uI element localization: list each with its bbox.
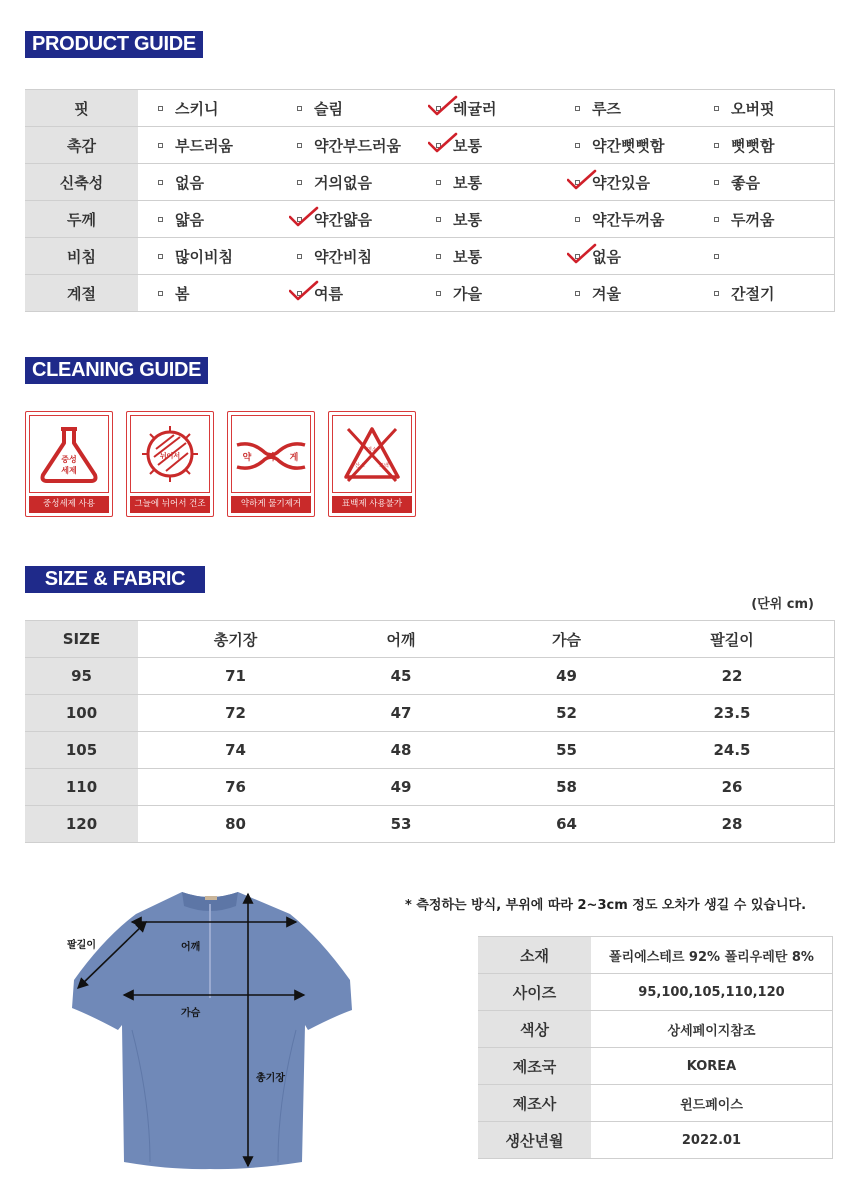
size-value-cell: 24.5 [713, 741, 751, 759]
guide-row-label: 두께 [25, 201, 138, 237]
guide-option-label: 슬림 [314, 99, 343, 118]
guide-row [25, 201, 835, 238]
checkbox-icon [158, 254, 163, 259]
fabric-info-key: 생산년월 [478, 1122, 591, 1158]
fabric-info-table [478, 936, 833, 1159]
guide-option-label: 약간비침 [314, 247, 372, 266]
guide-option-label: 약간있음 [592, 173, 650, 192]
fabric-info-value: 폴리에스테르 92% 폴리우레탄 8% [591, 937, 833, 973]
checkbox-icon [575, 106, 580, 111]
guide-option-label: 부드러움 [175, 136, 233, 155]
size-value-cell: 72 [225, 704, 246, 722]
fabric-info-key: 제조국 [478, 1048, 591, 1084]
fabric-info-row [478, 1011, 833, 1048]
checkbox-icon [297, 106, 302, 111]
checkbox-icon [158, 106, 163, 111]
gentle-wring-text-1: 약 [242, 453, 252, 463]
fabric-info-row [478, 937, 833, 974]
guide-option [555, 127, 694, 163]
size-header-cell: SIZE [25, 621, 138, 657]
guide-option [277, 164, 416, 200]
size-value-cell: 49 [556, 667, 577, 685]
guide-option [138, 164, 277, 200]
care-caption: 표백제 사용불가 [332, 496, 412, 513]
checkbox-icon [297, 254, 302, 259]
guide-option [416, 127, 555, 163]
guide-option-label: 약간두꺼움 [592, 210, 665, 229]
care-caption: 약하게 물기제거 [231, 496, 311, 513]
size-value-cell: 58 [556, 778, 577, 796]
checkbox-icon [714, 180, 719, 185]
guide-option-label: 보통 [453, 173, 482, 192]
label-sleeve: 팔길이 [67, 940, 96, 951]
guide-option [555, 238, 694, 274]
checkbox-icon [436, 291, 441, 296]
neutral-detergent-text-1: 중성 [61, 455, 77, 464]
no-bleach-text-3: 표백 [379, 463, 389, 469]
size-cell: 95 [25, 658, 138, 694]
fabric-info-row [478, 1048, 833, 1085]
gentle-wring-text-2: 하 [266, 453, 276, 463]
guide-option-label: 약간얇음 [314, 210, 372, 229]
fabric-info-key: 제조사 [478, 1085, 591, 1121]
guide-option-label: 루즈 [592, 99, 621, 118]
guide-option [555, 164, 694, 200]
guide-option [555, 201, 694, 237]
size-value-cell: 26 [721, 778, 743, 796]
unit-label: (단위 cm) [751, 597, 814, 612]
gentle-wring-icon [231, 415, 311, 493]
neutral-detergent-text-2: 세제 [61, 466, 77, 475]
size-cell: 120 [25, 806, 138, 842]
size-row [25, 769, 835, 806]
guide-option-label: 스키니 [175, 99, 219, 118]
checkbox-icon [436, 254, 441, 259]
size-header-cell: 팔길이 [710, 630, 754, 649]
guide-option [138, 275, 277, 311]
guide-row-label: 핏 [25, 90, 138, 126]
guide-option-label: 얇음 [175, 210, 204, 229]
checkmark-icon [567, 243, 597, 265]
guide-option [555, 275, 694, 311]
guide-option-label: 없음 [175, 173, 204, 192]
guide-row [25, 164, 835, 201]
guide-option-label: 가을 [453, 284, 482, 303]
size-value-cell: 28 [721, 815, 743, 833]
guide-option [138, 127, 277, 163]
fabric-info-value: 윈드페이스 [591, 1085, 833, 1121]
guide-row-label: 촉감 [25, 127, 138, 163]
guide-option [694, 238, 834, 274]
guide-option-label: 보통 [453, 247, 482, 266]
fabric-info-key: 소재 [478, 937, 591, 973]
shade-dry-icon [130, 415, 210, 493]
checkbox-icon [158, 217, 163, 222]
guide-option-label: 뻣뻣함 [731, 136, 775, 155]
cleaning-guide-title: CLEANING GUIDE [25, 357, 208, 384]
guide-option-label: 여름 [314, 284, 343, 303]
fabric-info-value: 상세페이지참조 [591, 1011, 833, 1047]
checkbox-icon [575, 143, 580, 148]
size-row [25, 658, 835, 695]
care-item-no-bleach [328, 411, 416, 517]
fabric-info-value: 95,100,105,110,120 [591, 974, 833, 1010]
checkbox-icon [575, 291, 580, 296]
guide-option-label: 거의없음 [314, 173, 372, 192]
size-header-cell: 가슴 [552, 630, 581, 649]
guide-option-label: 보통 [453, 210, 482, 229]
label-shoulder: 어깨 [181, 942, 201, 953]
size-value-cell: 53 [390, 815, 412, 833]
size-row [25, 806, 835, 843]
size-header-cell: 어깨 [386, 630, 416, 649]
guide-option [138, 201, 277, 237]
garment-diagram [50, 880, 370, 1180]
guide-option [277, 238, 416, 274]
checkbox-icon [436, 180, 441, 185]
shirt-illustration [50, 880, 370, 1180]
size-header-row [25, 621, 835, 658]
guide-row [25, 127, 835, 164]
fabric-info-row [478, 974, 833, 1011]
guide-row [25, 238, 835, 275]
guide-row-label: 계절 [25, 275, 138, 311]
checkbox-icon [436, 217, 441, 222]
size-table [25, 620, 835, 843]
guide-option [277, 275, 416, 311]
checkmark-icon [428, 95, 458, 117]
size-value-cell: 52 [556, 704, 577, 722]
guide-row-label: 비침 [25, 238, 138, 274]
no-bleach-icon [332, 415, 412, 493]
guide-option-label: 좋음 [731, 173, 760, 192]
fabric-info-key: 사이즈 [478, 974, 591, 1010]
guide-option [138, 90, 277, 126]
size-value-cell: 47 [390, 704, 412, 722]
care-item-shade-dry [126, 411, 214, 517]
guide-option-label: 레귤러 [453, 99, 497, 118]
size-value-cell: 80 [225, 815, 246, 833]
label-chest: 가슴 [181, 1008, 201, 1019]
checkbox-icon [297, 180, 302, 185]
checkbox-icon [714, 143, 719, 148]
guide-option [416, 238, 555, 274]
checkmark-icon [289, 206, 319, 228]
guide-option-label: 많이비침 [175, 247, 233, 266]
guide-row [25, 90, 835, 127]
fabric-info-value: 2022.01 [591, 1122, 833, 1158]
guide-option-label: 없음 [592, 247, 621, 266]
guide-option [694, 275, 834, 311]
size-value-cell: 74 [225, 741, 246, 759]
checkbox-icon [714, 217, 719, 222]
fabric-info-value: KOREA [591, 1048, 833, 1084]
no-bleach-text-1: 염소 [367, 447, 377, 453]
guide-row [25, 275, 835, 312]
size-value-cell: 76 [225, 778, 246, 796]
guide-option [416, 90, 555, 126]
guide-option-label: 봄 [175, 284, 190, 303]
size-header-cell: 총기장 [213, 630, 258, 649]
guide-option-label: 약간뻣뻣함 [592, 136, 665, 155]
gentle-wring-text-3: 게 [289, 453, 299, 463]
checkbox-icon [158, 291, 163, 296]
care-item-neutral-detergent [25, 411, 113, 517]
product-guide-title: PRODUCT GUIDE [25, 31, 203, 58]
guide-option-label: 약간부드러움 [314, 136, 401, 155]
guide-option [416, 164, 555, 200]
size-value-cell: 64 [556, 815, 577, 833]
care-item-gentle-wring [227, 411, 315, 517]
guide-option-label: 오버핏 [731, 99, 775, 118]
checkbox-icon [714, 106, 719, 111]
guide-option [138, 238, 277, 274]
size-cell: 110 [25, 769, 138, 805]
checkbox-icon [714, 291, 719, 296]
guide-option-label: 겨울 [592, 284, 621, 303]
size-value-cell: 45 [390, 667, 412, 685]
checkbox-icon [575, 217, 580, 222]
neutral-detergent-icon [29, 415, 109, 493]
size-fabric-title: SIZE & FABRIC [25, 566, 205, 593]
size-value-cell: 22 [721, 667, 743, 685]
checkmark-icon [428, 132, 458, 154]
size-row [25, 732, 835, 769]
guide-option [694, 164, 834, 200]
size-row [25, 695, 835, 732]
checkmark-icon [567, 169, 597, 191]
guide-option [277, 201, 416, 237]
size-cell: 100 [25, 695, 138, 731]
product-guide-table [25, 89, 835, 312]
measurement-note: * 측정하는 방식, 부위에 따라 2~3cm 정도 오차가 생길 수 있습니다. [405, 898, 807, 913]
shade-dry-text: 뉘어서 [159, 452, 181, 460]
care-caption: 그늘에 뉘어서 건조 [130, 496, 210, 513]
size-value-cell: 71 [225, 667, 246, 685]
checkbox-icon [714, 254, 719, 259]
size-value-cell: 55 [556, 741, 577, 759]
checkmark-icon [289, 280, 319, 302]
care-caption: 중성세제 사용 [29, 496, 109, 513]
checkbox-icon [158, 180, 163, 185]
no-bleach-text-2: 산소 [355, 463, 365, 469]
guide-row-label: 신축성 [25, 164, 138, 200]
size-value-cell: 49 [390, 778, 412, 796]
guide-option-label: 보통 [453, 136, 482, 155]
fabric-info-key: 색상 [478, 1011, 591, 1047]
guide-option [277, 90, 416, 126]
guide-option-label: 간절기 [731, 284, 775, 303]
fabric-info-row [478, 1085, 833, 1122]
guide-option [555, 90, 694, 126]
guide-option [694, 127, 834, 163]
guide-option [277, 127, 416, 163]
size-cell: 105 [25, 732, 138, 768]
label-length: 총기장 [256, 1073, 285, 1084]
guide-option [416, 275, 555, 311]
fabric-info-row [478, 1122, 833, 1159]
checkbox-icon [297, 143, 302, 148]
size-value-cell: 23.5 [713, 704, 751, 722]
size-value-cell: 48 [390, 741, 412, 759]
guide-option [416, 201, 555, 237]
checkbox-icon [158, 143, 163, 148]
guide-option [694, 90, 834, 126]
guide-option [694, 201, 834, 237]
guide-option-label: 두꺼움 [731, 210, 775, 229]
